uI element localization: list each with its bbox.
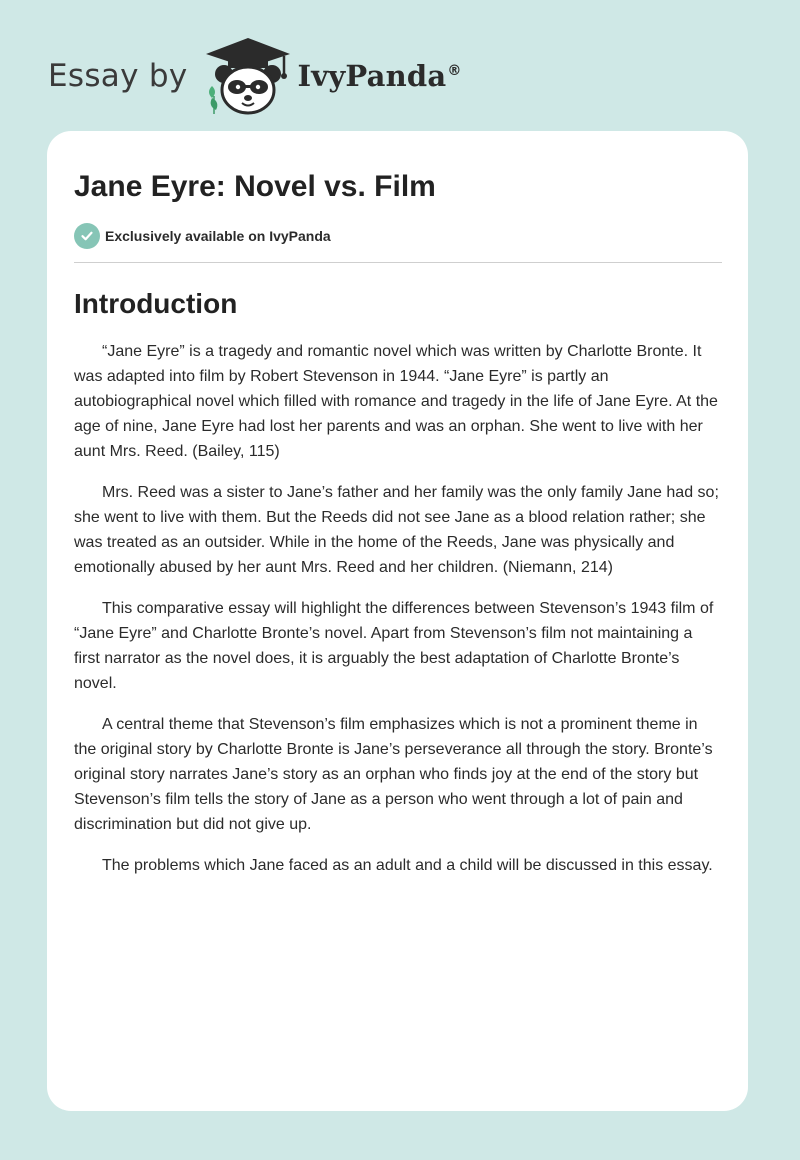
essay-body	[74, 339, 722, 878]
exclusive-badge-label: Exclusively available on IvyPanda	[105, 228, 331, 244]
section-heading-introduction: Introduction	[74, 288, 238, 319]
brand-name-text: IvyPanda	[297, 59, 447, 93]
paragraph: “Jane Eyre” is a tragedy and romantic novel which was written by Charlotte Bronte. It was adapted into film by Robert Stevenson in 1944. “Jane Eyre” is partly an autobiographical novel which filled with romance and tragedy in the life of Jane Eyre. At the age of nine, Jane Eyre had lost her parents and was an orphan. She went to live with her aunt Mrs. Reed. (Bailey, 115)	[74, 342, 718, 460]
site-header	[48, 36, 462, 116]
registered-mark: ®	[447, 63, 462, 80]
check-circle-icon	[74, 223, 100, 249]
panda-logo-icon[interactable]	[202, 36, 294, 116]
essay-card	[47, 131, 748, 1111]
divider	[74, 262, 722, 263]
essay-by-label: Essay by	[48, 58, 188, 94]
paragraph: A central theme that Stevenson’s film emphasizes which is not a prominent theme in the original story by Charlotte Bronte is Jane’s perseverance all through the story. Bronte’s original story narrates Jane’s story as an orphan who finds joy at the end of the story but Stevenson’s film tells the story of Jane as a person who went through a lot of pain and discrimination but did not give up.	[74, 715, 713, 833]
paragraph: The problems which Jane faced as an adult and a child will be discussed in this essay.	[102, 856, 713, 874]
brand-name	[298, 59, 462, 93]
paragraph: This comparative essay will highlight the differences between Stevenson’s 1943 film of “Jane Eyre” and Charlotte Bronte’s novel. Apart from Stevenson’s film not maintaining a first narrator as the novel does, it is arguably the best adaptation of Charlotte Bronte’s novel.	[74, 599, 714, 692]
essay-title: Jane Eyre: Novel vs. Film	[74, 170, 436, 203]
exclusive-badge	[74, 223, 722, 249]
paragraph: Mrs. Reed was a sister to Jane’s father and her family was the only family Jane had so; she went to live with them. But the Reeds did not see Jane as a blood relation rather; she was treated as an outsider. While in the home of the Reeds, Jane was physically and emotionally abused by her aunt Mrs. Reed and her children. (Niemann, 214)	[74, 483, 719, 576]
